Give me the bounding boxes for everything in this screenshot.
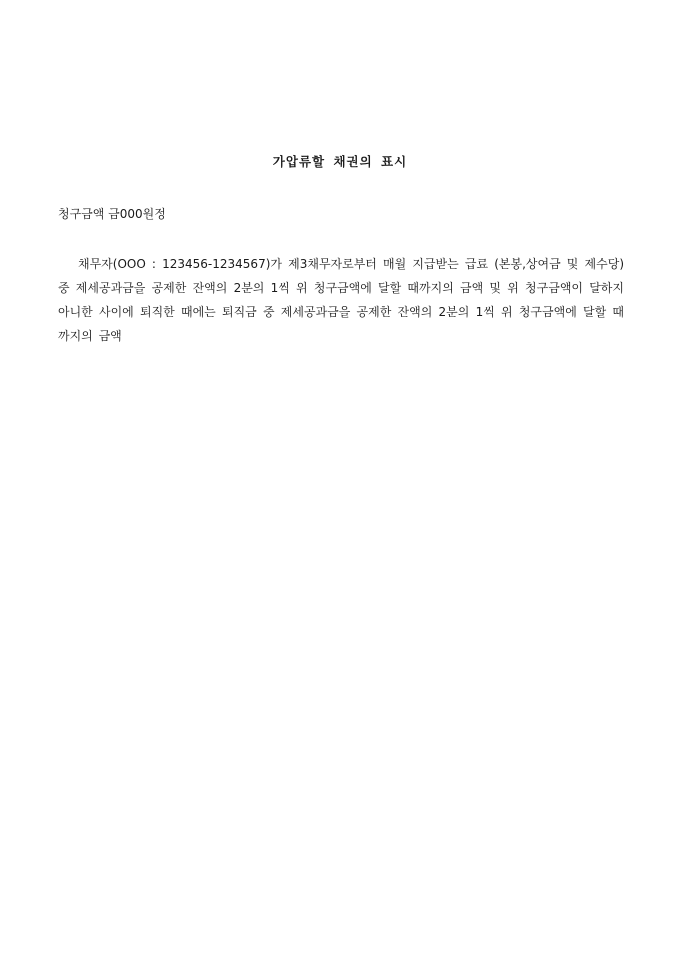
- claim-amount-line: 청구금액 금000원정: [58, 207, 166, 221]
- document-title: 가압류할 채권의 표시: [272, 154, 408, 169]
- seizure-description-paragraph: 채무자(ΟΟΟ : 123456-1234567)가 제3채무자로부터 매월 지급받는 급료 (본봉,상여금 및 제수당) 중 제세공과금을 공제한 잔액의 2분의 1씩 위 청구금액에 달할 때까지의 금액 및 위 청구금액이 달하지 아니한 사이에 퇴직한 때에는 퇴직금 중 제세공과금을 공제한 잔액의 2분의 1씩 위 청구금액에 달할 때까지의 금액: [58, 257, 624, 343]
